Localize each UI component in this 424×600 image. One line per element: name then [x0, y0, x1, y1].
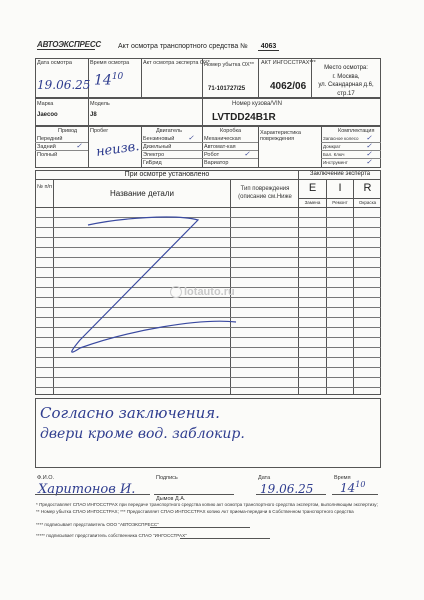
place-line-3: стр.17	[337, 90, 355, 97]
watermark-icon	[170, 286, 182, 298]
sign-time-value: $14^{10}$	[340, 480, 366, 495]
kit-item-wrench: Бал. Ключ	[323, 152, 345, 157]
mileage-value: неизв.	[95, 139, 141, 160]
loss-value: 71-101727/25	[208, 86, 246, 92]
printed-name: Дымов Д.А.	[156, 496, 186, 502]
loss-label: Номер убытка ОХ**	[204, 62, 254, 68]
col-replace: Замена	[304, 200, 321, 205]
gearbox-label: Коробка	[220, 128, 242, 134]
col-paint: Окраска	[358, 200, 377, 205]
engine-label: Двигатель	[156, 128, 182, 134]
place-line-1: г. Москва,	[332, 73, 360, 80]
kit-check-3: ✓	[366, 150, 372, 158]
time-label: Время осмотра	[90, 60, 130, 66]
brand-label: Марка	[37, 101, 54, 107]
drive-check: ✓	[76, 142, 82, 150]
features-label: Характеристика повреждения	[260, 130, 301, 142]
kit-check-4: ✓	[366, 158, 372, 166]
col-e: E	[308, 182, 317, 194]
act-number: 4063	[258, 43, 280, 51]
fio-label: Ф.И.О.	[37, 475, 54, 481]
col-r: R	[363, 182, 372, 194]
drive-option-front: Передний	[37, 136, 63, 142]
col-repair: Ремонт	[332, 200, 348, 205]
mileage-label: Пробег	[90, 128, 109, 134]
conclusion-line-2: двери кроме вод. заблокир.	[40, 426, 245, 442]
established-header: При осмотре установлено	[124, 171, 210, 178]
engine-option-electric: Электро	[143, 152, 165, 158]
date-value: 19.06.25	[37, 78, 91, 92]
gearbox-option-robot: Робот	[204, 152, 220, 158]
date-label: Дата осмотра	[37, 60, 72, 66]
kit-item-spare: Запасное колесо	[323, 136, 359, 141]
engine-option-diesel: Дизельный	[143, 144, 172, 150]
model-label: Модель	[90, 101, 110, 107]
watermark-text: lotauto.ru	[184, 286, 235, 298]
gearbox-check: ✓	[244, 150, 250, 158]
col-type: Тип повреждения (описание см.Ниже	[238, 186, 292, 200]
footnote-2: **** подписывает представитель ООО "АВТОЭКСПРЕСС"	[36, 522, 159, 527]
drive-option-rear: Задний	[37, 144, 56, 150]
col-no: № п/п	[37, 184, 52, 190]
kit-item-jack: Домкрат	[323, 144, 341, 149]
drive-label: Привод	[58, 128, 78, 134]
act-ingos-label: АКТ ИНГОССТРАХ***	[261, 60, 316, 66]
kit-check-1: ✓	[366, 134, 372, 142]
sign-date-value: 19.06.25	[260, 482, 314, 496]
expert-header: Заключение эксперта	[309, 171, 371, 177]
model-value: J8	[90, 112, 97, 118]
vin-label: Номер кузова/VIN	[232, 101, 282, 107]
watermark	[170, 286, 235, 298]
drive-option-full: Полный	[37, 152, 58, 158]
date-sign-label: Дата	[258, 475, 271, 481]
place-line-2: ул. Скандарная д.6,	[318, 82, 374, 88]
act-label: Акт осмотра эксперта ОХ*	[143, 60, 210, 66]
gearbox-option-auto: Автомат-кая	[204, 144, 236, 150]
place-label: Место осмотра:	[324, 65, 368, 71]
signature-name: Харитонов И.	[38, 482, 136, 497]
vin-value: LVTDD24B1R	[212, 112, 276, 123]
sign-label: Подпись	[156, 475, 178, 481]
gearbox-option-cvt: Вариатор	[204, 160, 229, 166]
kit-check-2: ✓	[366, 142, 372, 150]
time-sign-label: Время	[334, 475, 351, 481]
col-i: I	[338, 182, 342, 194]
kit-label: Комплектация	[338, 128, 375, 134]
time-value: $14^{10}$	[94, 72, 124, 89]
engine-check: ✓	[188, 134, 194, 142]
brand-value: Jaecoo	[37, 112, 58, 118]
logo-text: АВТОЭКСПРЕСС	[37, 40, 101, 49]
engine-option-petrol: Бензиновый	[143, 136, 175, 142]
kit-item-tools: Инструмент	[323, 160, 348, 165]
gearbox-option-manual: Механическая	[204, 136, 241, 142]
footnote-3: ***** подписывает представитель собственника СПАО "ИНГОССТРАХ"	[36, 533, 187, 538]
title-text: Акт осмотра транспортного средства №	[118, 43, 248, 50]
conclusion-line-1: Согласно заключения.	[40, 404, 220, 422]
footnote-1: * Предоставляет СПАО ИНГОССТРАХ при передаче транспортного средства копию акт осмотра транспортного средства экспертом, выполняющим экспертизу; ** Номер убытка СПАО ИНГОССТРАХ; *** Предоставляет СПАО ИНГОССТРАХ копию Акт приема-передачи в Собственном транспортного средства	[36, 502, 378, 514]
engine-option-hybrid: ГиБрид	[143, 160, 162, 166]
act-ingos-value: 4062/06	[270, 81, 307, 92]
col-name: Название детали	[110, 189, 174, 198]
